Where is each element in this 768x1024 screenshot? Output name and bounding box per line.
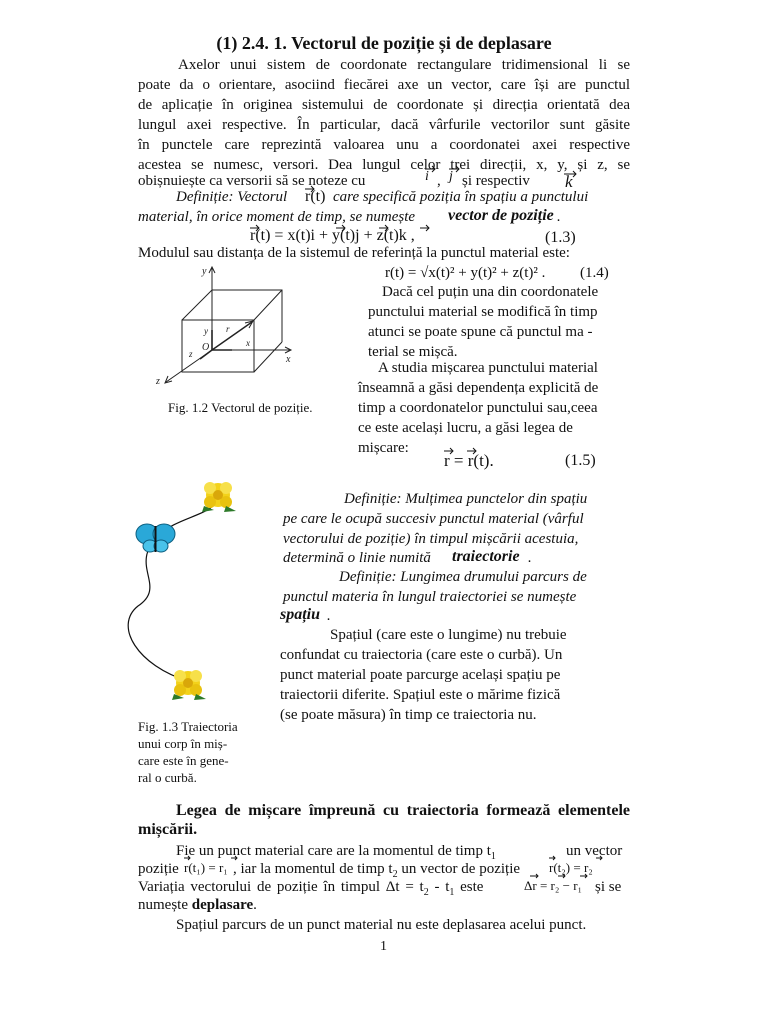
- def3-end: .: [327, 608, 331, 624]
- def2-term: traiectorie: [452, 548, 520, 565]
- equation-1-3: r(t) = x(t)i + y(t)j + z(t)k ,: [250, 227, 415, 244]
- motion-line-7: timp a coordonatelor punctului sau,ceea: [358, 400, 598, 416]
- def2-line-2: pe care le ocupă succesiv punctul material (vârful: [283, 511, 584, 527]
- motion-line-5: A studia mișcarea punctului material: [378, 360, 598, 376]
- equation-1-5-arrows: [444, 447, 494, 455]
- figure-1-3-caption-line-3: care este în gene-: [138, 753, 229, 768]
- def1-vector: r(t): [305, 188, 326, 205]
- motion-line-8: ce este același lucru, a găsi legea de: [358, 420, 573, 436]
- displacement-line-2b-text: , iar la momentul de timp t: [233, 861, 393, 877]
- def1-label: Definiție: Vectorul: [176, 189, 288, 205]
- intro-line-2: poate da o orientare, asociind fiecărei axe un vector, care își are punctul: [138, 77, 630, 93]
- fig12-label-xv: x: [246, 338, 250, 348]
- position-formula-2-arrows: [549, 855, 609, 862]
- modulus-text: Modulul sau distanța de la sistemul de referință la punctul material este:: [138, 245, 570, 261]
- versor-arrows: [422, 164, 582, 178]
- equation-1-5: r = r(t).: [444, 451, 494, 470]
- equation-1-3-number: (1.3): [545, 229, 576, 246]
- motion-line-2: punctului material se modifică în timp: [368, 304, 598, 320]
- intro-line-3: de aplicație în originea sistemului de coordonate și direcția orientată dea: [138, 97, 630, 113]
- def2-line-3: vectorului de poziție) în timpul mișcării acestuia,: [283, 531, 579, 547]
- motion-line-9: mișcare:: [358, 440, 409, 456]
- t2-subscript-b: 2: [423, 887, 429, 898]
- fig12-label-x: x: [286, 354, 291, 365]
- page-number: 1: [380, 939, 387, 954]
- position-formula-1: r(t₁) = r₁: [184, 860, 228, 875]
- intro-line-6: acestea se numesc, versori. Dea lungul celor trei direcții, x, y, și z, se: [138, 157, 630, 173]
- equation-1-4-number: (1.4): [580, 265, 609, 281]
- displacement-line-2a: poziție: [138, 861, 179, 877]
- def3-line-1: Definiție: Lungimea drumului parcurs de: [339, 569, 587, 585]
- position-formula-2: r(t₂) = r₂: [549, 860, 593, 875]
- def3-term: spațiu: [280, 606, 321, 623]
- displacement-line-4-end: .: [253, 897, 257, 913]
- def2-line-1: Definiție: Mulțimea punctelor din spațiu: [344, 491, 588, 507]
- butterfly-icon: [136, 524, 175, 552]
- law-line-1: Legea de mișcare împreună cu traiectoria formează elementele: [176, 802, 630, 819]
- fig12-label-zv: z: [189, 349, 193, 359]
- equation-1-3-arrows: [250, 224, 440, 232]
- spatiu-line-4: traiectorii diferite. Spațiul este o mărime fizică: [280, 687, 561, 703]
- flower-bottom-icon: [172, 670, 206, 700]
- motion-line-4: terial se mișcă.: [368, 344, 458, 360]
- figure-1-3-caption-line-4: ral o curbă.: [138, 770, 197, 785]
- intro-line-1: Axelor unui sistem de coordonate rectangulare tridimensional li se: [178, 57, 630, 73]
- versor-sep: ,: [437, 173, 441, 189]
- def2-end: .: [528, 550, 532, 566]
- def1-term: vector de poziție: [448, 207, 554, 224]
- def1-text: care specifică poziția în spațiu a punctului: [333, 189, 589, 205]
- equation-1-4: r(t) = √x(t)² + y(t)² + z(t)² .: [385, 265, 546, 281]
- displacement-line-1-end: un vector: [566, 843, 623, 859]
- t2-subscript: 2: [392, 869, 398, 880]
- def3-line-2: punctul materia în lungul traiectoriei se numește: [283, 589, 577, 605]
- figure-1-3-caption-line-1: Fig. 1.3 Traiectoria: [138, 719, 238, 734]
- page-title: (1) 2.4. 1. Vectorul de poziție și de deplasare: [216, 33, 552, 53]
- motion-line-3: atunci se poate spune că punctul ma -: [368, 324, 593, 340]
- law-line-2: mișcării.: [138, 821, 198, 838]
- versor-and: și respectiv: [462, 173, 530, 189]
- figure-1-2-caption: Fig. 1.2 Vectorul de poziție.: [168, 400, 313, 415]
- displacement-line-5: Spațiul parcurs de un punct material nu este deplasarea acelui punct.: [176, 917, 587, 933]
- versor-k: k: [565, 172, 573, 191]
- displacement-line-1-text: Fie un punct material care are la momentul de timp t: [176, 843, 491, 859]
- figure-1-3-caption-line-2: unui corp în miș-: [138, 736, 228, 751]
- def1-vector-arrow: [303, 185, 317, 193]
- motion-line-1: Dacă cel puțin una din coordonatele: [382, 284, 599, 300]
- figure-1-2-coordinate-diagram: [152, 262, 312, 390]
- figure-1-3-trajectory-illustration: [118, 476, 238, 706]
- fig12-label-rv: r: [226, 324, 230, 334]
- displacement-line-4a: numește: [138, 897, 188, 913]
- displacement-term: deplasare: [191, 897, 254, 913]
- equation-1-5-number: (1.5): [565, 452, 596, 469]
- displacement-line-2c-text: un vector de poziție: [401, 861, 521, 877]
- intro-line-4: lungul axei respective. În particular, dacă vârfurile vectorilor sunt găsite: [138, 117, 630, 133]
- def1-end: .: [557, 209, 561, 225]
- displacement-line-4: [138, 896, 257, 915]
- spatiu-line-1: Spațiul (care este o lungime) nu trebuie: [330, 627, 567, 643]
- displacement-line-3c: este: [454, 879, 484, 895]
- displacement-line-3a: Variația vectorului de poziție în timpul Δt = t: [138, 879, 424, 895]
- fig12-label-y: y: [202, 266, 207, 277]
- versor-i: i: [425, 169, 429, 184]
- displacement-formula: Δr = r₂ − r₁: [524, 878, 583, 893]
- versor-j: j: [449, 169, 453, 184]
- flower-top-icon: [202, 482, 236, 512]
- intro-line-5: în punctele care reprezintă valoarea unu a coordonatei axei respective: [138, 137, 630, 153]
- displacement-line-3d: și se: [595, 879, 622, 895]
- t1-subscript-b: 1: [449, 887, 455, 898]
- def1-line2: material, în orice moment de timp, se numește: [138, 209, 416, 225]
- displacement-line-3b: - t: [428, 879, 450, 895]
- fig12-label-o: O: [202, 342, 210, 353]
- motion-line-6: înseamnă a găsi dependența explicită de: [358, 380, 599, 396]
- spatiu-line-3: punct material poate parcurge același spațiu pe: [280, 667, 561, 683]
- def2-line-4: determină o linie numită: [283, 550, 431, 566]
- t1-subscript: 1: [490, 851, 496, 862]
- intro-line-7: obișnuiește ca versorii să se noteze cu: [138, 173, 366, 189]
- fig12-label-z: z: [156, 376, 160, 387]
- spatiu-line-5: (se poate măsura) în timp ce traiectoria nu.: [280, 707, 537, 723]
- fig12-label-yv: y: [204, 326, 208, 336]
- spatiu-line-2: confundat cu traiectoria (care este o curbă). Un: [280, 647, 563, 663]
